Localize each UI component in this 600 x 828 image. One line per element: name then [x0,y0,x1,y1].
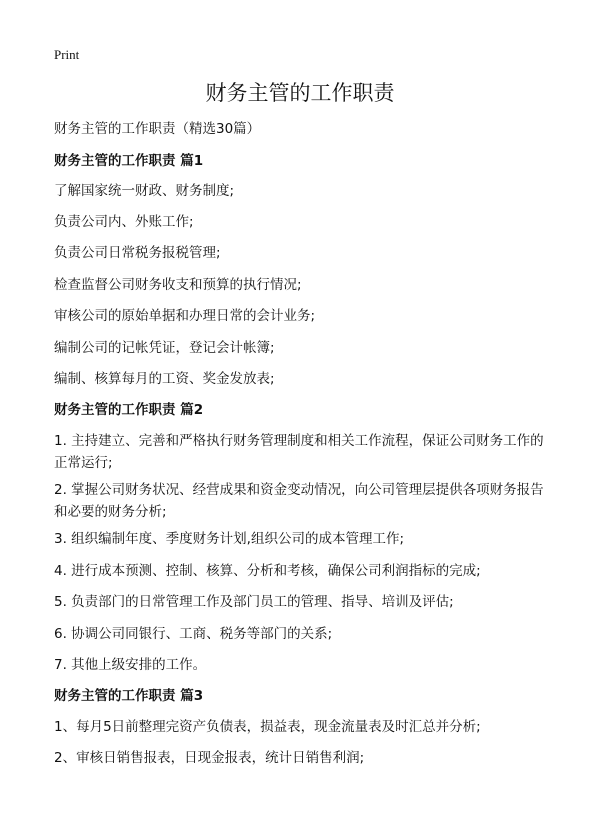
section-heading-2: 财务主管的工作职责 篇2 [54,402,204,418]
list-item: 编制、核算每月的工资、奖金发放表; [54,371,275,387]
list-item: 4. 进行成本预测、控制、核算、分析和考核，确保公司利润指标的完成; [54,563,481,579]
list-item: 1. 主持建立、完善和严格执行财务管理制度和相关工作流程，保证公司财务工作的正常运行; [54,433,544,471]
list-item: 3. 组织编制年度、季度财务计划,组织公司的成本管理工作; [54,531,405,547]
list-item: 审核公司的原始单据和办理日常的会计业务; [54,308,316,324]
list-item: 7. 其他上级安排的工作。 [54,657,207,673]
list-item: 2. 掌握公司财务状况、经营成果和资金变动情况，向公司管理层提供各项财务报告和必要的财务分析; [54,482,544,520]
list-item: 6. 协调公司同银行、工商、税务等部门的关系; [54,626,333,642]
list-item: 了解国家统一财政、财务制度; [54,183,235,199]
list-item: 负责公司内、外账工作; [54,214,194,230]
list-item: 编制公司的记帐凭证，登记会计帐簿; [54,340,275,356]
document-title: 财务主管的工作职责 [205,81,395,105]
list-item: 1、每月5日前整理完资产负债表，损益表，现金流量表及时汇总并分析; [54,719,481,735]
section-heading-3: 财务主管的工作职责 篇3 [54,688,204,704]
print-link[interactable]: Print [54,47,80,62]
list-item: 2、审核日销售报表，日现金报表，统计日销售利润; [54,750,365,766]
list-item: 负责公司日常税务报税管理; [54,245,221,261]
list-item: 5. 负责部门的日常管理工作及部门员工的管理、指导、培训及评估; [54,594,454,610]
section-heading-1: 财务主管的工作职责 篇1 [54,153,204,169]
list-item: 检查监督公司财务收支和预算的执行情况; [54,277,302,293]
document-subtitle: 财务主管的工作职责（精选30篇） [54,121,261,137]
